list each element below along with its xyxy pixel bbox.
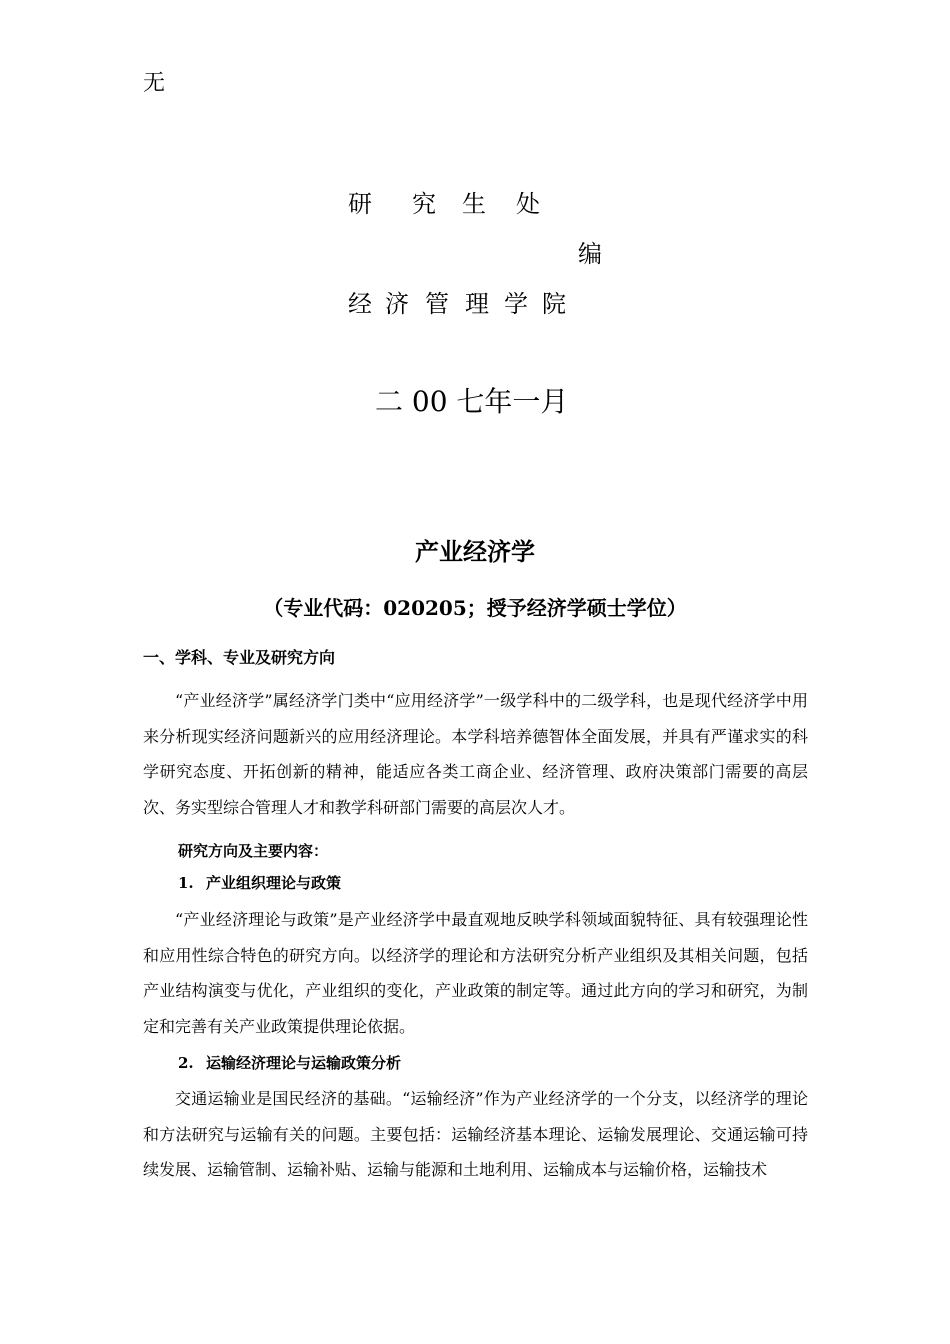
directions-label: 研究方向及主要内容： <box>178 842 329 860</box>
direction-paragraph: 交通运输业是国民经济的基础。“运输经济”作为产业经济学的一个分支，以经济学的理论和方法研究与运输有关的问题。主要包括：运输经济基本理论、运输发展理论、交通运输可持续发展、运输管制、运输补贴、运输与能源和土地利用、运输成本与运输价格，运输技术 <box>143 1089 808 1179</box>
cover-edit-label: 编 <box>578 240 602 268</box>
cover-department-char: 处 <box>516 190 540 218</box>
section-heading: 一、学科、专业及研究方向 <box>143 648 336 667</box>
direction-paragraph: “产业经济理论与政策”是产业经济学中最直观地反映学科领域面貌特征、具有较强理论性和应用性综合特色的研究方向。以经济学的理论和方法研究分析产业组织及其相关问题，包括产业结构演变与优化，产业组织的变化，产业政策的制定等。通过此方向的学习和研究，为制定和完善有关产业政策提供理论依据。 <box>143 910 808 1036</box>
cover-school-char: 济 <box>385 290 409 318</box>
cover-department-char: 究 <box>412 190 436 218</box>
cover-department <box>348 184 540 219</box>
cover-school <box>348 284 566 319</box>
direction-number: 2. <box>178 1054 194 1072</box>
cover-department-char: 生 <box>462 190 486 218</box>
corner-mark: 无 <box>143 71 166 96</box>
cover-school-char: 理 <box>465 290 489 318</box>
direction-title: 产业组织理论与政策 <box>206 874 342 892</box>
program-title: 产业经济学 <box>415 537 535 566</box>
cover-school-char: 管 <box>425 290 449 318</box>
direction-number: 1. <box>178 874 194 892</box>
direction-heading <box>178 872 341 893</box>
direction-heading <box>178 1052 401 1073</box>
cover-date: 二 00 七年一月 <box>375 385 569 418</box>
cover-school-char: 学 <box>504 290 528 318</box>
intro-paragraph: “产业经济学”属经济学门类中“应用经济学”一级学科中的二级学科，也是现代经济学中用来分析现实经济问题新兴的应用经济理论。本学科培养德智体全面发展，并具有严谨求实的科学研究态度、开拓创新的精神，能适应各类工商企业、经济管理、政府决策部门需要的高层次、务实型综合管理人才和教学科研部门需要的高层次人才。 <box>143 691 808 817</box>
direction-title: 运输经济理论与运输政策分析 <box>206 1054 402 1072</box>
cover-school-char: 经 <box>348 290 372 318</box>
program-subtitle: （专业代码：020205；授予经济学硕士学位） <box>263 596 687 620</box>
cover-school-char: 院 <box>542 290 566 318</box>
cover-department-char: 研 <box>348 190 372 218</box>
